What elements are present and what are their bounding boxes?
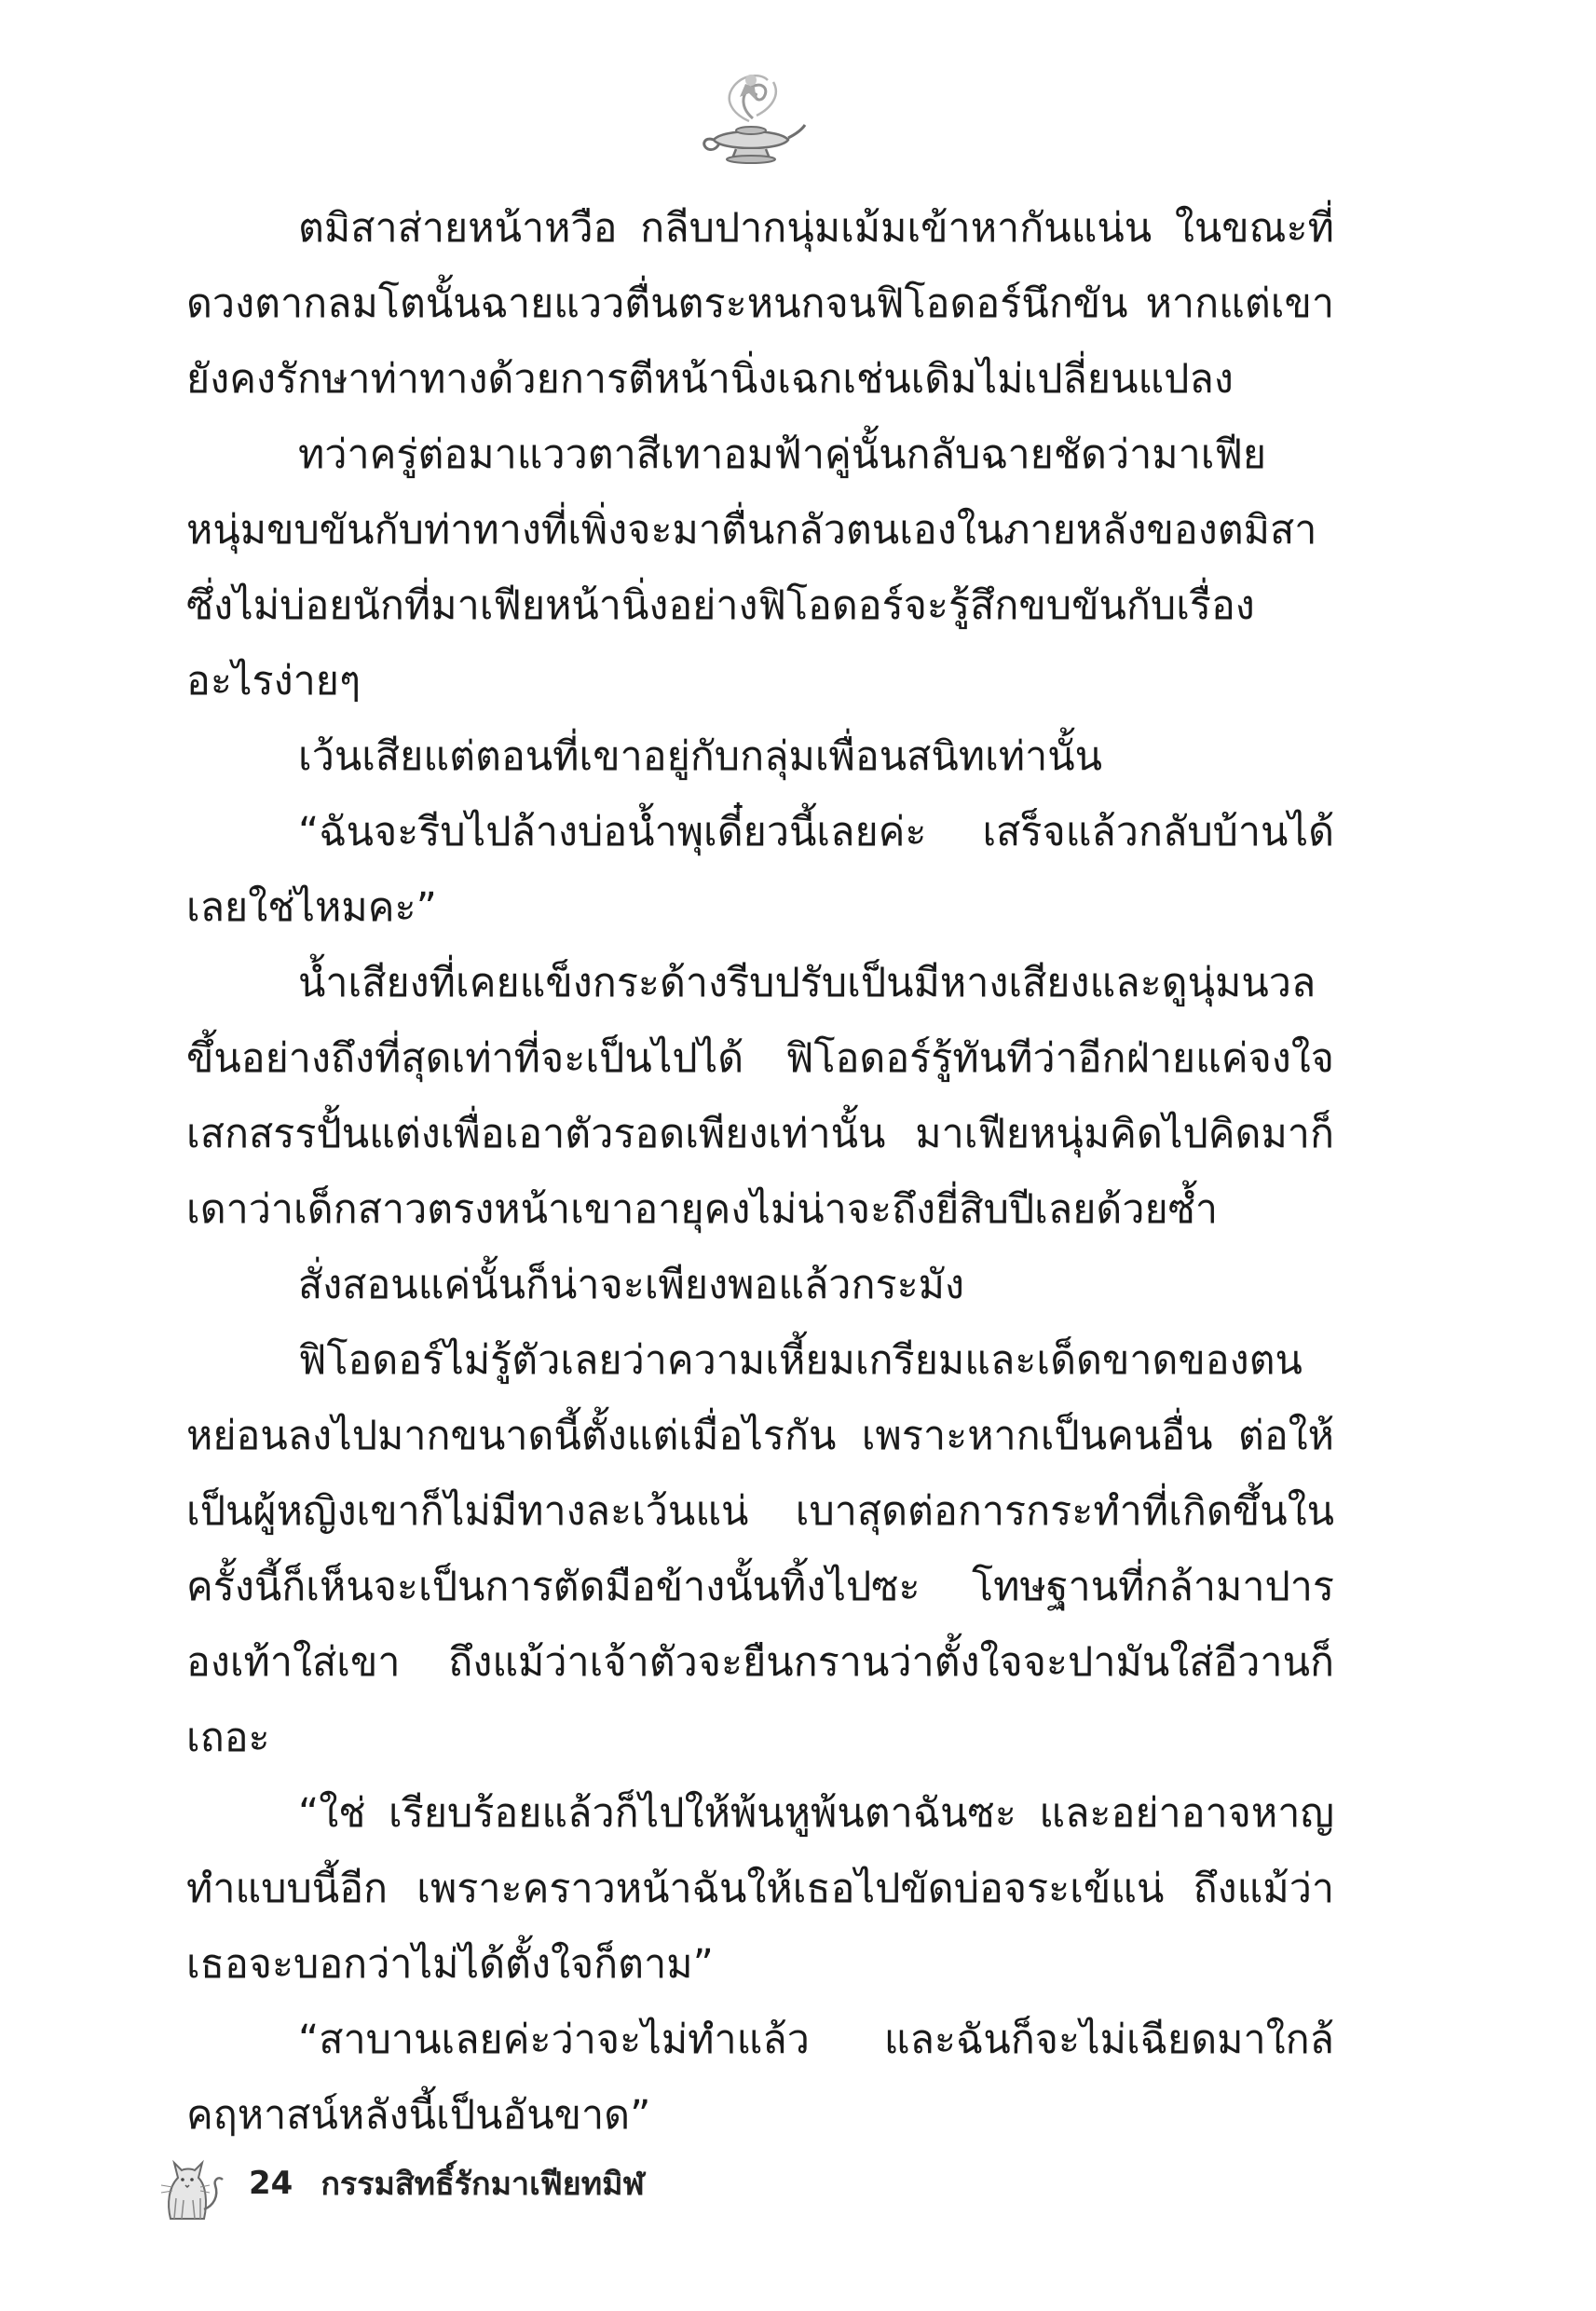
paragraph: น้ำเสียงที่เคยแข็งกระด้างรีบปรับเป็นมีหางเสียงและดูนุ่มนวลขึ้นอย่างถึงที่สุดเท่าที่จะเป็นไปได้ ฟิโอดอร์รู้ทันทีว่าอีกฝ่ายแค่จงใจเสกสรรปั้นแต่งเพื่อเอาตัวรอดเพียงเท่านั้น มาเฟียหนุ่มคิดไปคิดมาก็เดาว่าเด็กสาวตรงหน้าเขาอายุคงไม่น่าจะถึงยี่สิบปีเลยด้วยซ้ำ [186,960,1334,1233]
paragraph: ตมิสาส่ายหน้าหวือ กลีบปากนุ่มเม้มเข้าหากันแน่น ในขณะที่ดวงตากลมโตนั้นฉายแววตื่นตระหนกจนฟิโอดอร์นึกขัน หากแต่เขายังคงรักษาท่าทางด้วยการตีหน้านิ่งเฉกเช่นเดิมไม่เปลี่ยนแปลง [186,205,1334,403]
magic-lamp-icon [695,67,807,170]
paragraph: “สาบานเลยค่ะว่าจะไม่ทำแล้ว และฉันก็จะไม่เฉียดมาใกล้คฤหาสน์หลังนี้เป็นอันขาด” [186,2017,1334,2139]
paragraph: ทว่าครู่ต่อมาแววตาสีเทาอมฟ้าคู่นั้นกลับฉายชัดว่ามาเฟียหนุ่มขบขันกับท่าทางที่เพิ่งจะมาตื่นกลัวตนเองในภายหลังของตมิสา ซึ่งไม่บ่อยนักที่มาเฟียหน้านิ่งอย่างฟิโอดอร์จะรู้สึกขบขันกับเรื่องอะไรง่ายๆ [186,431,1317,704]
page-footer [154,2141,992,2225]
cat-illustration-icon [154,2144,226,2222]
paragraph: “ฉันจะรีบไปล้างบ่อน้ำพุเดี๋ยวนี้เลยค่ะ เสร็จแล้วกลับบ้านได้เลยใช่ไหมคะ” [186,809,1334,931]
body-text [186,191,1334,2154]
paragraph: “ใช่ เรียบร้อยแล้วก็ไปให้พ้นหูพ้นตาฉันซะ และอย่าอาจหาญทำแบบนี้อีก เพราะคราวหน้าฉันให้เธอไปขัดบ่อจระเข้แน่ ถึงแม้ว่าเธอจะบอกว่าไม่ได้ตั้งใจก็ตาม” [186,1790,1334,1988]
paragraph: เว้นเสียแต่ตอนที่เขาอยู่กับกลุ่มเพื่อนสนิทเท่านั้น [298,733,1103,780]
page-number: 24 [249,2165,293,2202]
paragraph: ฟิโอดอร์ไม่รู้ตัวเลยว่าความเหี้ยมเกรียมและเด็ดขาดของตนหย่อนลงไปมากขนาดนี้ตั้งแต่เมื่อไรกัน เพราะหากเป็นคนอื่น ต่อให้เป็นผู้หญิงเขาก็ไม่มีทางละเว้นแน่ เบาสุดต่อการกระทำที่เกิดขึ้นในครั้งนี้ก็เห็นจะเป็นการตัดมือข้างนั้นทิ้งไปซะ โทษฐานที่กล้ามาปารองเท้าใส่เขา ถึงแม้ว่าเจ้าตัวจะยืนกรานว่าตั้งใจจะปามันใส่อีวานก็เถอะ [186,1337,1334,1761]
paragraph: สั่งสอนแค่นั้นก็น่าจะเพียงพอแล้วกระมัง [298,1262,965,1308]
book-title: กรรมสิทธิ์รักมาเฟียทมิฬ [321,2166,645,2203]
